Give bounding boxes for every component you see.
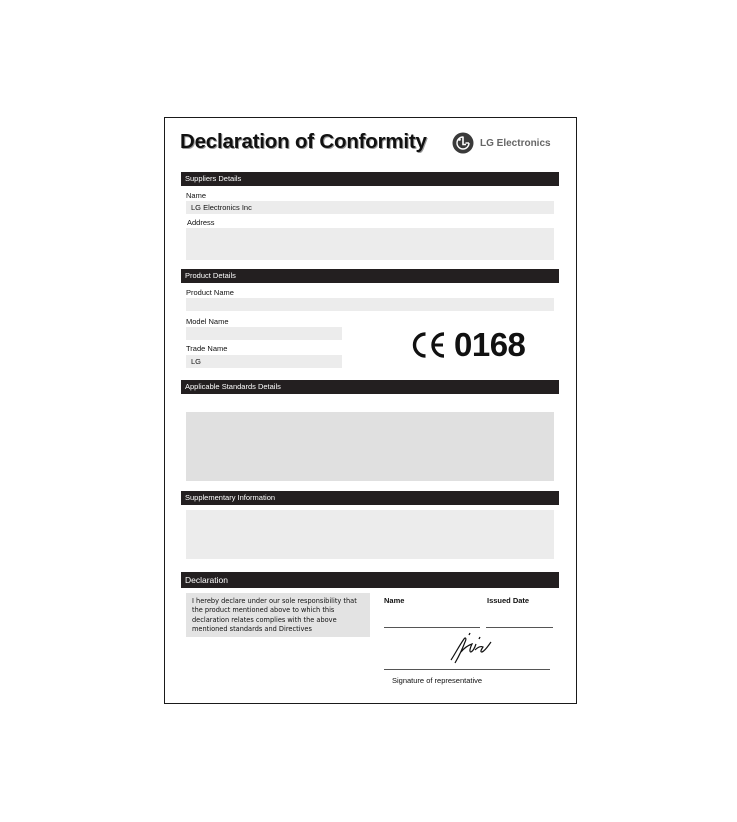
signature-image <box>445 630 497 666</box>
declaration-text: I hereby declare under our sole responsibility that the product mentioned above to which this declaration relates complies with the above mentioned standards and Directives <box>186 593 370 637</box>
name-line[interactable] <box>384 627 480 628</box>
trade-name-label: Trade Name <box>186 344 228 353</box>
ce-mark-icon <box>410 331 448 359</box>
supplier-name-field[interactable]: LG Electronics Inc <box>186 201 554 214</box>
ce-mark <box>410 328 525 362</box>
lg-logo-icon <box>452 132 474 154</box>
product-name-label: Product Name <box>186 288 234 297</box>
signature-line[interactable] <box>384 669 550 670</box>
lg-logo <box>452 130 551 156</box>
section-header-declaration: Declaration <box>181 572 559 588</box>
issued-date-line[interactable] <box>486 627 553 628</box>
signature-label: Signature of representative <box>392 676 483 685</box>
standards-field[interactable] <box>186 412 554 481</box>
logo-text: LG Electronics <box>480 137 551 149</box>
section-header-suppliers: Suppliers Details <box>181 172 559 186</box>
supplier-name-label: Name <box>186 191 207 200</box>
section-header-supplementary: Supplementary Information <box>181 491 559 505</box>
trade-name-field[interactable]: LG <box>186 355 342 368</box>
section-header-standards: Applicable Standards Details <box>181 380 559 394</box>
notified-body-number: 0168 <box>454 326 526 363</box>
declaration-name-label: Name <box>384 596 405 605</box>
supplier-address-label: Address <box>187 218 215 227</box>
model-name-label: Model Name <box>186 317 229 326</box>
document-title: Declaration of Conformity <box>180 130 427 153</box>
supplier-address-field[interactable] <box>186 228 554 260</box>
product-name-field[interactable] <box>186 298 554 311</box>
issued-date-label: Issued Date <box>487 596 530 605</box>
supplementary-field[interactable] <box>186 510 554 559</box>
section-header-product: Product Details <box>181 269 559 283</box>
model-name-field[interactable] <box>186 327 342 340</box>
